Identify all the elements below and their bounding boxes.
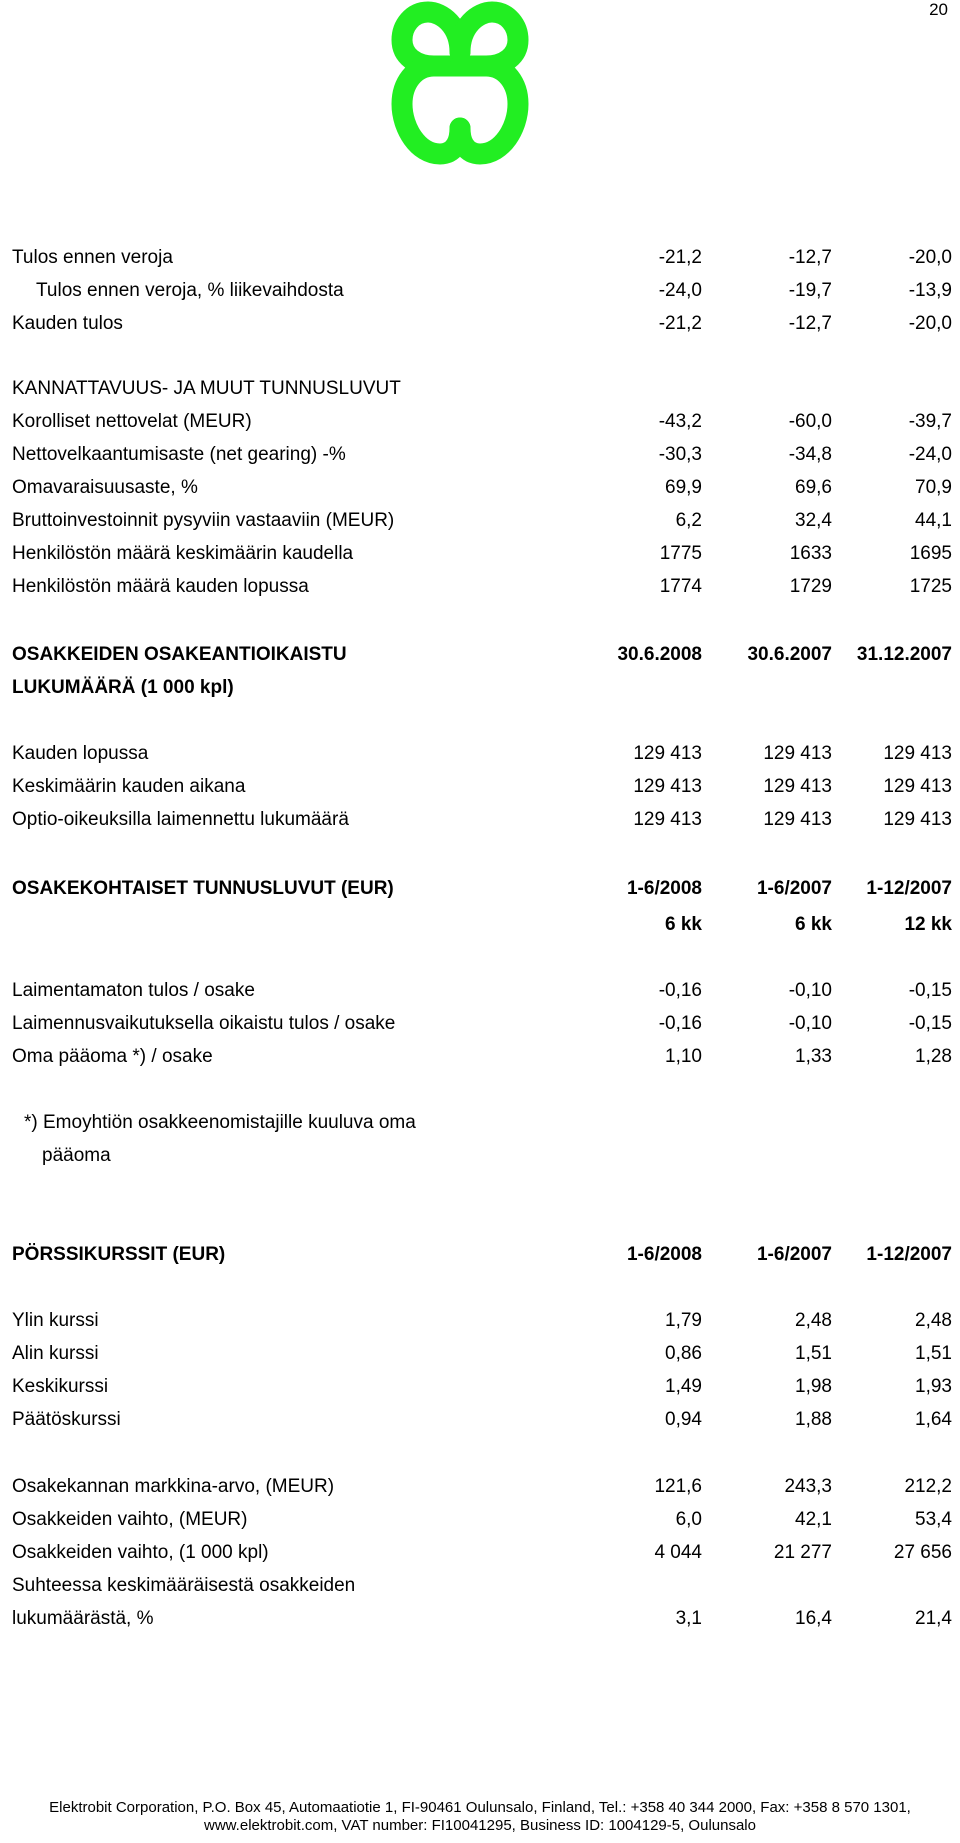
section-heading — [12, 374, 947, 404]
value-cell: 6,0 — [675, 1509, 702, 1530]
row-label: Kauden lopussa — [12, 743, 149, 764]
table-row — [12, 1042, 952, 1072]
table-row — [12, 1009, 952, 1039]
row-label: Laimentamaton tulos / osake — [12, 980, 255, 1001]
row-label: Osakkeiden vaihto, (MEUR) — [12, 1509, 248, 1530]
table-row — [12, 243, 952, 273]
row-label: Keskimäärin kauden aikana — [12, 776, 246, 797]
value-cell: 129 413 — [763, 776, 832, 797]
value-cell: 53,4 — [915, 1509, 952, 1530]
table-row — [12, 1538, 952, 1568]
row-label: Tulos ennen veroja — [12, 247, 173, 268]
value-cell: 3,1 — [675, 1608, 702, 1629]
row-label: Alin kurssi — [12, 1343, 99, 1364]
value-cell: -0,16 — [658, 1013, 702, 1034]
footnote-text: pääoma — [42, 1145, 111, 1166]
footnote — [12, 1141, 947, 1171]
table-row — [12, 1604, 952, 1634]
value-cell: -19,7 — [788, 280, 832, 301]
row-label: Osakekannan markkina-arvo, (MEUR) — [12, 1476, 335, 1497]
value-cell: 0,94 — [665, 1409, 702, 1430]
table-row — [12, 1472, 952, 1502]
value-cell: 1774 — [659, 576, 702, 597]
value-cell: 212,2 — [904, 1476, 952, 1497]
table-row — [12, 1339, 952, 1369]
value-cell: -30,3 — [658, 444, 702, 465]
value-cell: 121,6 — [654, 1476, 702, 1497]
section-heading — [12, 1240, 952, 1270]
column-header: 1-12/2007 — [866, 1244, 952, 1265]
value-cell: 4 044 — [654, 1542, 702, 1563]
column-subheader: 6 kk — [795, 914, 832, 935]
footnote-text: *) Emoyhtiön osakkeenomistajille kuuluva oma — [24, 1112, 416, 1133]
row-label: Osakkeiden vaihto, (1 000 kpl) — [12, 1542, 269, 1563]
value-cell: -0,15 — [908, 1013, 952, 1034]
value-cell: 1,51 — [795, 1343, 832, 1364]
value-cell: 1725 — [909, 576, 952, 597]
table-row — [12, 407, 952, 437]
value-cell: -0,16 — [658, 980, 702, 1001]
value-cell: -0,15 — [908, 980, 952, 1001]
table-row — [12, 572, 952, 602]
value-cell: -43,2 — [658, 411, 702, 432]
value-cell: -60,0 — [788, 411, 832, 432]
value-cell: 1,93 — [915, 1376, 952, 1397]
value-cell: 129 413 — [883, 776, 952, 797]
value-cell: -24,0 — [908, 444, 952, 465]
value-cell: 1,28 — [915, 1046, 952, 1067]
value-cell: 6,2 — [675, 510, 702, 531]
table-row — [12, 506, 952, 536]
row-label: Henkilöstön määrä kauden lopussa — [12, 576, 309, 597]
section-heading-text: KANNATTAVUUS- JA MUUT TUNNUSLUVUT — [12, 378, 401, 399]
section-heading-text: OSAKEKOHTAISET TUNNUSLUVUT (EUR) — [12, 878, 394, 899]
value-cell: -12,7 — [788, 247, 832, 268]
value-cell: 21,4 — [915, 1608, 952, 1629]
row-label: Päätöskurssi — [12, 1409, 121, 1430]
table-row — [12, 976, 952, 1006]
value-cell: 2,48 — [915, 1310, 952, 1331]
row-label: Omavaraisuusaste, % — [12, 477, 198, 498]
row-label: Korolliset nettovelat (MEUR) — [12, 411, 252, 432]
value-cell: -39,7 — [908, 411, 952, 432]
section-heading-text: OSAKKEIDEN OSAKEANTIOIKAISTU — [12, 644, 347, 665]
value-cell: 129 413 — [633, 776, 702, 797]
value-cell: 129 413 — [633, 809, 702, 830]
row-label: Nettovelkaantumisaste (net gearing) -% — [12, 444, 346, 465]
row-label: Suhteessa keskimääräisestä osakkeiden — [12, 1575, 356, 1596]
row-label: lukumäärästä, % — [12, 1608, 154, 1629]
value-cell: -13,9 — [908, 280, 952, 301]
section-heading — [12, 874, 952, 904]
table-row — [12, 473, 952, 503]
row-label: Keskikurssi — [12, 1376, 109, 1397]
value-cell: 1,49 — [665, 1376, 702, 1397]
table-row — [12, 1372, 952, 1402]
section-heading — [12, 640, 952, 670]
column-header: 1-6/2007 — [756, 1244, 832, 1265]
row-label: Laimennusvaikutuksella oikaistu tulos / osake — [12, 1013, 396, 1034]
table-row — [12, 539, 952, 569]
table-row — [12, 772, 952, 802]
value-cell: 1,33 — [795, 1046, 832, 1067]
value-cell: 42,1 — [795, 1509, 832, 1530]
value-cell: -21,2 — [658, 313, 702, 334]
value-cell: 32,4 — [795, 510, 832, 531]
table-row — [12, 440, 952, 470]
footnote — [12, 1108, 947, 1138]
value-cell: -20,0 — [908, 247, 952, 268]
value-cell: -24,0 — [658, 280, 702, 301]
value-cell: 129 413 — [763, 809, 832, 830]
value-cell: 69,9 — [665, 477, 702, 498]
value-cell: 129 413 — [883, 743, 952, 764]
row-label: Bruttoinvestoinnit pysyviin vastaaviin (MEUR) — [12, 510, 395, 531]
value-cell: 243,3 — [784, 1476, 832, 1497]
value-cell: 69,6 — [795, 477, 832, 498]
row-label: Tulos ennen veroja, % liikevaihdosta — [36, 280, 344, 301]
column-header: 1-12/2007 — [866, 878, 952, 899]
row-label: Optio-oikeuksilla laimennettu lukumäärä — [12, 809, 349, 830]
table-row — [12, 1405, 952, 1435]
value-cell: 1,64 — [915, 1409, 952, 1430]
column-header: 1-6/2008 — [626, 878, 702, 899]
value-cell: -20,0 — [908, 313, 952, 334]
value-cell: -12,7 — [788, 313, 832, 334]
column-subheader: 6 kk — [665, 914, 702, 935]
value-cell: 16,4 — [795, 1608, 832, 1629]
value-cell: 70,9 — [915, 477, 952, 498]
footer-line: Elektrobit Corporation, P.O. Box 45, Automaatiotie 1, FI-90461 Oulunsalo, Finland, Tel.: +358 40 344 2000, Fax: +358 8 570 1301, — [49, 1799, 911, 1816]
table-row — [12, 1571, 947, 1601]
row-label: Kauden tulos — [12, 313, 123, 334]
value-cell: 1695 — [909, 543, 952, 564]
section-heading-text: LUKUMÄÄRÄ (1 000 kpl) — [12, 677, 234, 698]
value-cell: -0,10 — [788, 980, 832, 1001]
value-cell: 1,51 — [915, 1343, 952, 1364]
value-cell: 0,86 — [665, 1343, 702, 1364]
value-cell: 1633 — [789, 543, 832, 564]
value-cell: 1775 — [659, 543, 702, 564]
value-cell: 1,79 — [665, 1310, 702, 1331]
column-header: 1-6/2007 — [756, 878, 832, 899]
column-header: 30.6.2007 — [747, 644, 832, 665]
section-heading — [12, 673, 947, 703]
table-row — [12, 276, 952, 306]
column-header: 1-6/2008 — [626, 1244, 702, 1265]
subheader-row — [12, 910, 952, 940]
table-row — [12, 1505, 952, 1535]
eb-logo-icon — [390, 0, 530, 168]
value-cell: 129 413 — [763, 743, 832, 764]
row-label: Ylin kurssi — [12, 1310, 99, 1331]
value-cell: 129 413 — [633, 743, 702, 764]
value-cell: 1,88 — [795, 1409, 832, 1430]
value-cell: 1729 — [789, 576, 832, 597]
row-label: Oma pääoma *) / osake — [12, 1046, 213, 1067]
column-header: 30.6.2008 — [617, 644, 702, 665]
table-row — [12, 1306, 952, 1336]
value-cell: 129 413 — [883, 809, 952, 830]
column-subheader: 12 kk — [904, 914, 952, 935]
value-cell: 1,98 — [795, 1376, 832, 1397]
value-cell: -21,2 — [658, 247, 702, 268]
table-row — [12, 739, 952, 769]
value-cell: 1,10 — [665, 1046, 702, 1067]
row-label: Henkilöstön määrä keskimäärin kaudella — [12, 543, 354, 564]
column-header: 31.12.2007 — [856, 644, 952, 665]
value-cell: 21 277 — [773, 1542, 832, 1563]
table-row — [12, 309, 952, 339]
section-heading-text: PÖRSSIKURSSIT (EUR) — [12, 1244, 226, 1265]
footer-line: www.elektrobit.com, VAT number: FI10041295, Business ID: 1004129-5, Oulunsalo — [204, 1817, 756, 1834]
value-cell: 44,1 — [915, 510, 952, 531]
value-cell: 27 656 — [893, 1542, 952, 1563]
value-cell: -34,8 — [788, 444, 832, 465]
table-row — [12, 805, 952, 835]
value-cell: -0,10 — [788, 1013, 832, 1034]
value-cell: 2,48 — [795, 1310, 832, 1331]
page-number: 20 — [929, 0, 948, 19]
